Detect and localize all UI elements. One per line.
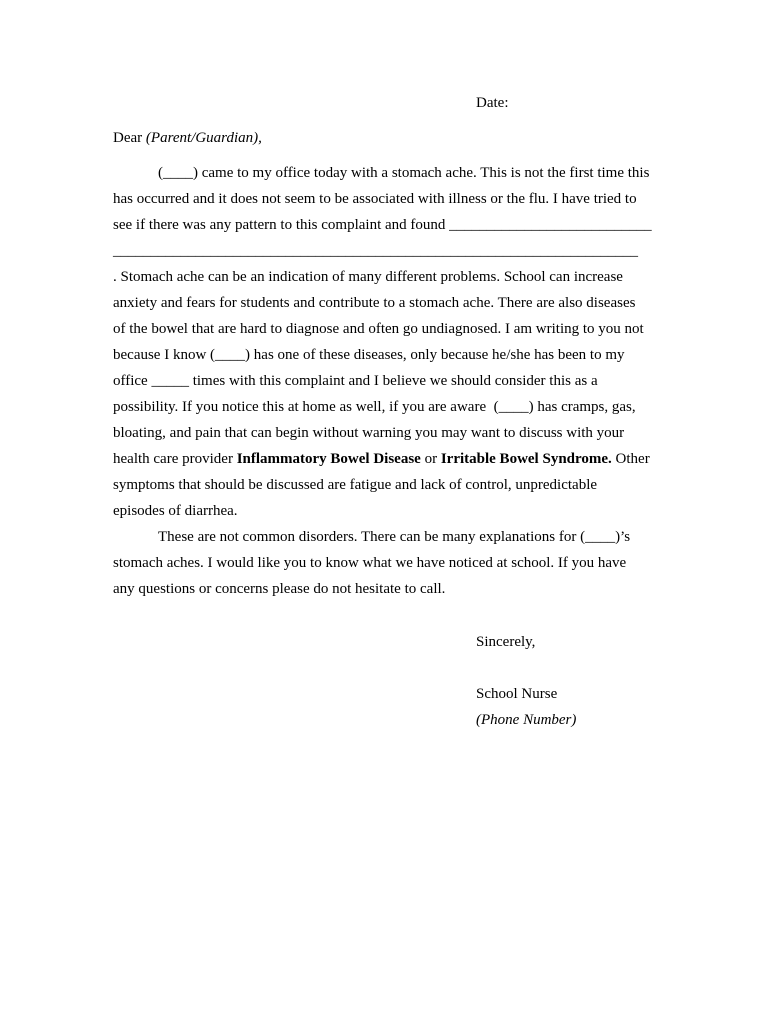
- date-label: Date:: [476, 95, 509, 111]
- paragraph1-line13: symptoms that should be discussed are fatigue and lack of control, unpredictable: [113, 477, 598, 493]
- paragraph1-line12: [113, 450, 650, 468]
- paragraph2-line2: stomach aches. I would like you to know what we have noticed at school. If you have: [113, 555, 627, 571]
- closing: Sincerely,: [476, 634, 536, 650]
- paragraph1-line1: (____) came to my office today with a stomach ache. This is not the first time this: [158, 165, 650, 181]
- paragraph1-line2: has occurred and it does not seem to be associated with illness or the flu. I have tried to: [113, 191, 637, 207]
- paragraph1-line6: anxiety and fears for students and contribute to a stomach ache. There are also diseases: [113, 295, 636, 311]
- signature-phone: [476, 711, 576, 729]
- paragraph1-line4: ______________________________________________________________________: [113, 243, 638, 259]
- signature-phone-text: (Phone Number): [476, 712, 577, 728]
- paragraph1-line11: bloating, and pain that can begin without warning you may want to discuss with your: [113, 425, 625, 441]
- signature-title: School Nurse: [476, 686, 558, 702]
- paragraph2-line1: These are not common disorders. There can be many explanations for (____)’s: [158, 529, 631, 545]
- paragraph2-line3: any questions or concerns please do not hesitate to call.: [113, 581, 446, 597]
- paragraph1-line8: because I know (____) has one of these diseases, only because he/she has been to my: [113, 347, 625, 363]
- paragraph1-line10: possibility. If you notice this at home as well, if you are aware (____) has cramps, gas,: [113, 399, 636, 415]
- paragraph1-line14: episodes of diarrhea.: [113, 503, 238, 519]
- salutation-prefix: Dear: [113, 130, 146, 146]
- paragraph1-line3: see if there was any pattern to this complaint and found ___________________________: [113, 217, 652, 233]
- line12-mid: or: [420, 451, 441, 467]
- salutation-recipient: (Parent/Guardian),: [145, 130, 262, 146]
- paragraph1-line5: . Stomach ache can be an indication of many different problems. School can increase: [113, 269, 623, 285]
- term-ibs: Irritable Bowel Syndrome.: [440, 451, 612, 467]
- salutation: [113, 129, 262, 147]
- line12-suffix: Other: [611, 451, 650, 467]
- term-ibd: Inflammatory Bowel Disease: [236, 451, 421, 467]
- line12-prefix: health care provider: [113, 451, 237, 467]
- paragraph1-line7: of the bowel that are hard to diagnose and often go undiagnosed. I am writing to you not: [113, 321, 644, 337]
- paragraph1-line9: office _____ times with this complaint and I believe we should consider this as a: [113, 373, 598, 389]
